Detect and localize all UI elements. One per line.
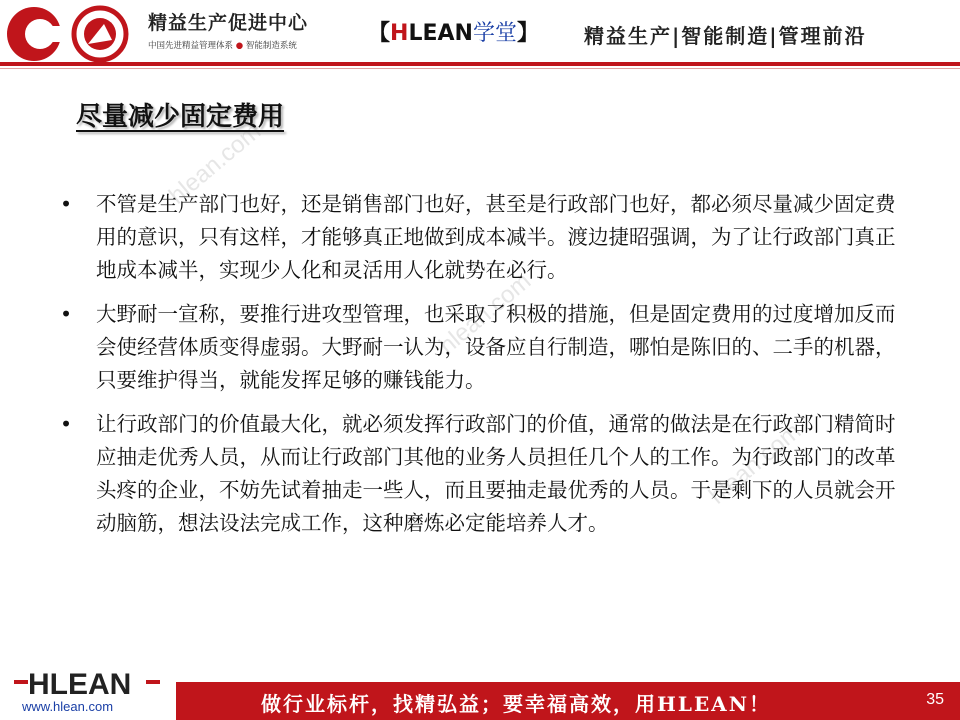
brand-name: 精益生产促进中心	[148, 12, 309, 34]
bullet-icon: •	[60, 302, 73, 326]
brand-subtitle	[148, 39, 308, 51]
slide-header	[0, 0, 960, 66]
header-divider-thin	[0, 68, 960, 69]
hlean-xuetang: 学堂	[472, 21, 517, 46]
hlean-xuetang-label	[368, 16, 539, 47]
bullet-icon: •	[60, 192, 73, 216]
hlean-footer-logo-icon	[14, 664, 160, 700]
header-tagline: 精益生产|智能制造|管理前沿	[584, 24, 867, 48]
header-divider	[0, 62, 960, 66]
footer-slogan: 做行业标杆，找精弘益；要幸福高效，用HLEAN！	[260, 692, 771, 716]
slide-title: 尽量减少固定费用	[76, 102, 285, 132]
bullet-text: 不管是生产部门也好，还是销售部门也好，甚至是行政部门也好，都必须尽量减少固定费用的意识，只有这样，才能够真正地做到成本减半。渡边捷昭强调，为了让行政部门真正地成本减半，实现少人化和灵活用人化就势在必行。	[96, 192, 896, 282]
brand-sub-left: 中国先进精益管理体系	[148, 41, 234, 51]
bullet-text: 让行政部门的价值最大化，就必须发挥行政部门的价值，通常的做法是在行政部门精简时应抽走优秀人员，从而让行政部门其他的业务人员担任几个人的工作。为行政部门的改革头疼的企业，不妨先试着抽走一些人，而且要抽走最优秀的人员。于是剩下的人员就会开动脑筋，想法设法完成工作，这种磨炼必定能培养人才。	[96, 412, 896, 535]
brand-sub-dot: ●	[235, 41, 244, 51]
page-number: 35	[926, 691, 944, 708]
watermark: hlean.com	[163, 117, 267, 210]
hlean-h: H	[390, 21, 409, 46]
bullet-icon: •	[60, 412, 73, 436]
bullet-item	[58, 408, 908, 540]
footer-url[interactable]: www.hlean.com	[22, 699, 114, 714]
footer-bar	[176, 682, 960, 720]
bullet-item	[58, 298, 908, 397]
hlean-rest: LEAN	[408, 21, 473, 46]
bracket-right: 】	[516, 21, 539, 46]
footer-logo-text: HLEAN	[28, 668, 132, 700]
bullet-item	[58, 188, 908, 287]
company-logo-icon	[4, 4, 140, 64]
brand-block	[148, 8, 308, 51]
bullet-list	[58, 188, 908, 551]
watermark: hlean.com	[433, 267, 537, 360]
bracket-left: 【	[368, 21, 391, 46]
brand-sub-right: 智能制造系统	[245, 41, 297, 51]
watermark: hlean.com	[703, 417, 807, 510]
bullet-text: 大野耐一宣称，要推行进攻型管理，也采取了积极的措施，但是固定费用的过度增加反而会使经营体质变得虚弱。大野耐一认为，设备应自行制造，哪怕是陈旧的、二手的机器，只要维护得当，就能发挥足够的赚钱能力。	[96, 302, 896, 392]
